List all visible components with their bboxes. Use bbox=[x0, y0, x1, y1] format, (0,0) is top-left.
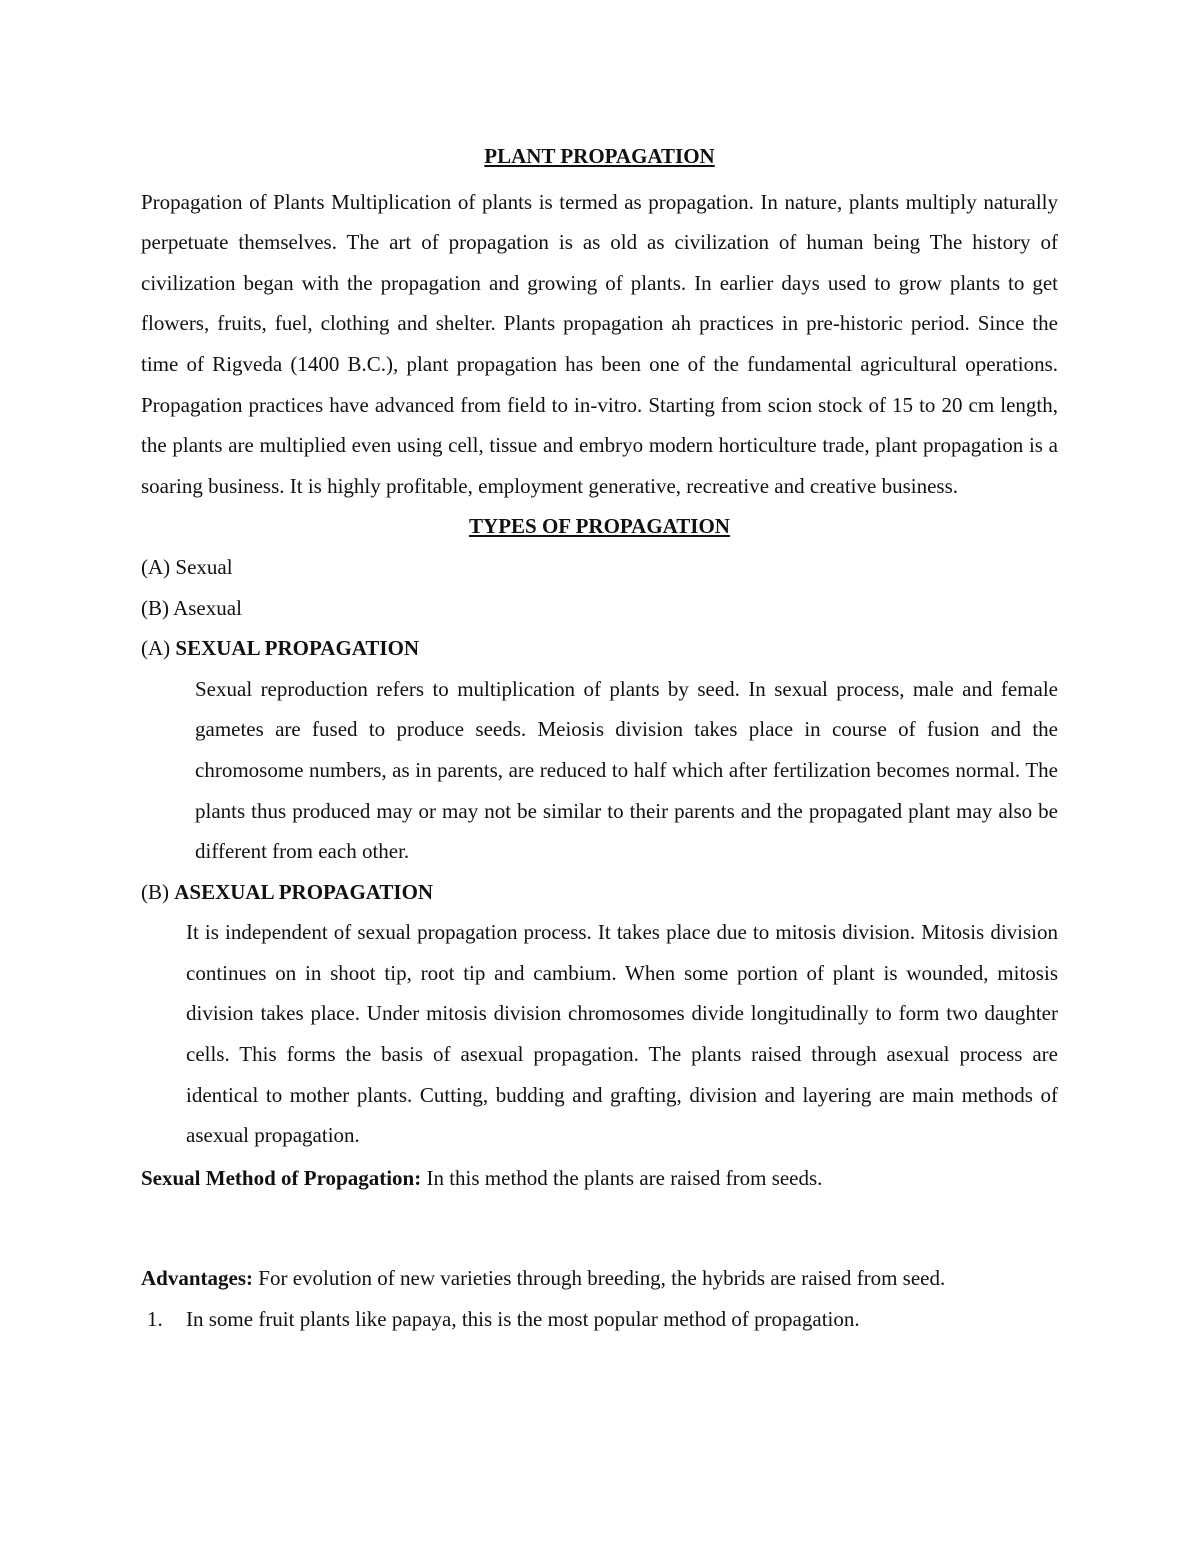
list-item-text: In some fruit plants like papaya, this is the most popular method of propagation. bbox=[186, 1307, 860, 1332]
sexual-propagation-heading bbox=[141, 628, 1058, 669]
list-item bbox=[141, 1299, 1058, 1340]
sexual-method-line bbox=[141, 1158, 1058, 1199]
sexual-method-text: In this method the plants are raised from seeds. bbox=[421, 1165, 823, 1190]
sexual-propagation-paragraph: Sexual reproduction refers to multiplication of plants by seed. In sexual process, male and female gametes are fused to produce seeds. Meiosis division takes place in course of fusion and the chromosome numbers, as in parents, are reduced to half which after fertilization becomes normal. The plants thus produced may or may not be similar to their parents and the propagated plant may also be different from each other. bbox=[195, 676, 1058, 864]
asexual-prefix: (B) bbox=[141, 879, 175, 904]
sexual-method-label: Sexual Method of Propagation: bbox=[141, 1165, 422, 1190]
advantages-line bbox=[141, 1258, 1058, 1299]
document-content bbox=[141, 136, 1058, 1340]
intro-paragraph: Propagation of Plants Multiplication of plants is termed as propagation. In nature, plants multiply naturally perpetuate themselves. The art of propagation is as old as civilization of human being The history of civilization began with the propagation and growing of plants. In earlier days used to grow plants to get flowers, fruits, fuel, clothing and shelter. Plants propagation ah practices in pre-historic period. Since the time of Rigveda (1400 B.C.), plant propagation has been one of the fundamental agricultural operations. Propagation practices have advanced from field to in-vitro. Starting from scion stock of 15 to 20 cm length, the plants are multiplied even using cell, tissue and embryo modern horticulture trade, plant propagation is a soaring business. It is highly profitable, employment generative, recreative and creative business. bbox=[141, 189, 1058, 498]
page-title: PLANT PROPAGATION bbox=[484, 144, 715, 168]
asexual-heading-text: ASEXUAL PROPAGATION bbox=[174, 879, 434, 904]
sexual-heading-text: SEXUAL PROPAGATION bbox=[175, 636, 420, 661]
type-item-asexual: (B) Asexual bbox=[141, 595, 242, 620]
types-heading: TYPES OF PROPAGATION bbox=[469, 514, 730, 539]
list-item-number: 1. bbox=[147, 1307, 163, 1332]
type-item-sexual: (A) Sexual bbox=[141, 554, 233, 579]
asexual-propagation-paragraph: It is independent of sexual propagation process. It takes place due to mitosis division. Mitosis division continues on in shoot tip, root tip and cambium. When some portion of plant is wounded, mitosis division takes place. Under mitosis division chromosomes divide longitudinally to form two daughter cells. This forms the basis of asexual propagation. The plants raised through asexual process are identical to mother plants. Cutting, budding and grafting, division and layering are main methods of asexual propagation. bbox=[186, 920, 1058, 1148]
asexual-propagation-heading bbox=[141, 872, 1058, 913]
advantages-list bbox=[141, 1299, 1058, 1340]
advantages-label: Advantages: bbox=[141, 1266, 254, 1291]
sexual-prefix: (A) bbox=[141, 636, 176, 661]
advantages-text: For evolution of new varieties through breeding, the hybrids are raised from seed. bbox=[253, 1266, 946, 1291]
